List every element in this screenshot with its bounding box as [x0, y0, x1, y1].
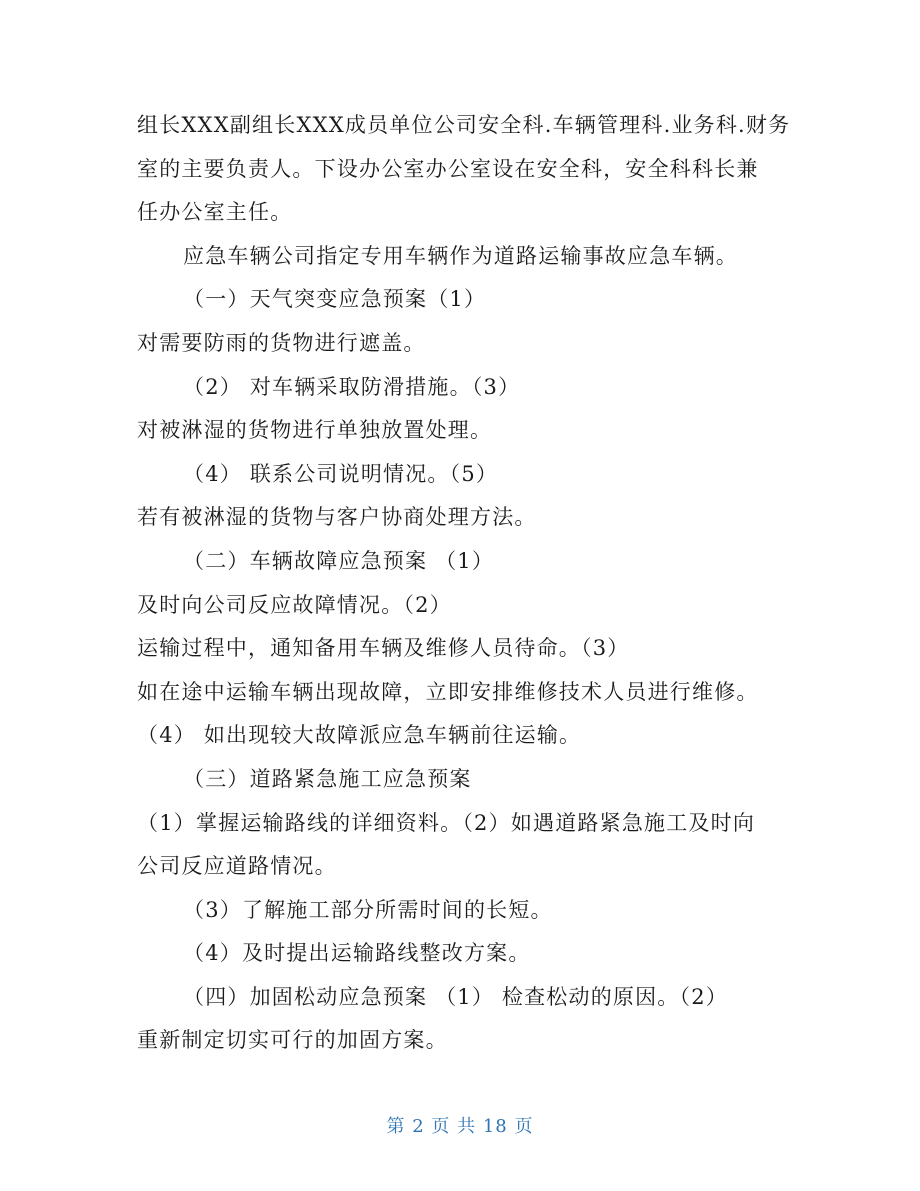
- text-line: （3）了解施工部分所需时间的长短。: [183, 897, 553, 922]
- text-line: 如在途中运输车辆出现故障，立即安排维修技术人员进行维修。: [137, 679, 759, 704]
- text-line: 对需要防雨的货物进行遮盖。: [137, 330, 426, 355]
- section-heading-3: （三）道路紧急施工应急预案: [183, 766, 472, 791]
- text-line: 若有被淋湿的货物与客户协商处理方法。: [137, 505, 537, 530]
- text-line: 及时向公司反应故障情况。（2）: [137, 592, 452, 617]
- text-line: 任办公室主任。: [137, 200, 293, 225]
- text-line: 组长XXX副组长XXX成员单位公司安全科.车辆管理科.业务科.财务: [137, 113, 791, 137]
- text-line: （4） 联系公司说明情况。（5）: [183, 461, 499, 486]
- text-line: （1）掌握运输路线的详细资料。（2）如遇道路紧急施工及时向: [137, 810, 756, 835]
- text-line: （4） 如出现较大故障派应急车辆前往运输。: [137, 723, 582, 748]
- page-number-footer: 第 2 页 共 18 页: [386, 1116, 534, 1137]
- text-line: （2） 对车辆采取防滑措施。（3）: [183, 374, 521, 399]
- document-body: [137, 104, 791, 1063]
- text-line: 室的主要负责人。下设办公室办公室设在安全科，安全科科长兼: [137, 156, 759, 181]
- text-line: （4）及时提出运输路线整改方案。: [183, 941, 531, 966]
- section-heading-2: （二）车辆故障应急预案 （1）: [183, 548, 495, 573]
- text-line: 运输过程中，通知备用车辆及维修人员待命。（3）: [137, 636, 630, 661]
- text-line: 重新制定切实可行的加固方案。: [137, 1028, 448, 1053]
- section-heading-1: （一）天气突变应急预案（1）: [183, 287, 487, 312]
- text-line: 公司反应道路情况。: [137, 854, 337, 879]
- text-line: 应急车辆公司指定专用车辆作为道路运输事故应急车辆。: [183, 243, 738, 268]
- text-line: 对被淋湿的货物进行单独放置处理。: [137, 418, 493, 443]
- section-heading-4: （四）加固松动应急预案 （1） 检查松动的原因。（2）: [183, 984, 728, 1009]
